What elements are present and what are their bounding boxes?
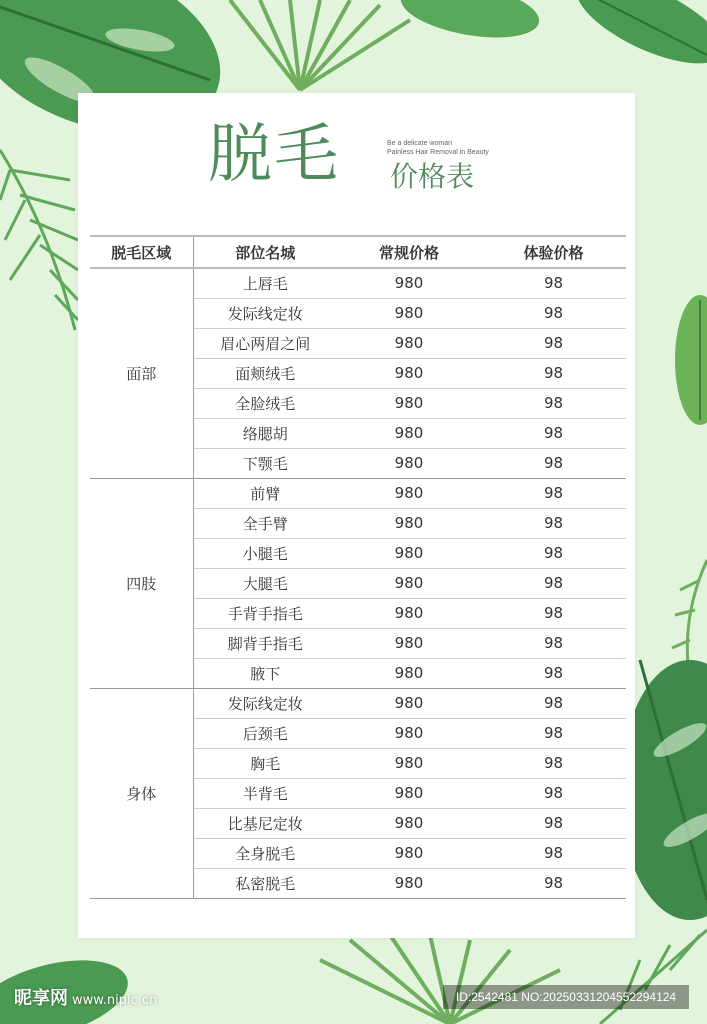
trial-price-cell: 98 (481, 448, 626, 478)
region-cell: 面部 (90, 268, 193, 478)
trial-price-cell: 98 (481, 388, 626, 418)
page-title: 脱毛 (208, 118, 340, 192)
table-header-row (90, 236, 626, 268)
regular-price-cell: 980 (337, 628, 481, 658)
trial-price-cell: 98 (481, 748, 626, 778)
table-row (90, 268, 626, 298)
regular-price-cell: 980 (337, 478, 481, 508)
english-tagline-2: Painless Hair Removal in Beauty (387, 149, 489, 156)
region-cell: 身体 (90, 688, 193, 898)
part-cell: 前臂 (193, 478, 337, 508)
header-regular-price: 常规价格 (337, 236, 481, 268)
part-cell: 腋下 (193, 658, 337, 688)
palm-leaf-bottom-icon (320, 935, 560, 1024)
trial-price-cell: 98 (481, 628, 626, 658)
part-cell: 脚背手指毛 (193, 628, 337, 658)
part-cell: 全手臂 (193, 508, 337, 538)
trial-price-cell: 98 (481, 688, 626, 718)
regular-price-cell: 980 (337, 328, 481, 358)
part-cell: 发际线定妆 (193, 688, 337, 718)
regular-price-cell: 980 (337, 298, 481, 328)
header-part: 部位名城 (193, 236, 337, 268)
trial-price-cell: 98 (481, 298, 626, 328)
part-cell: 眉心两眉之间 (193, 328, 337, 358)
part-cell: 下颚毛 (193, 448, 337, 478)
part-cell: 半背毛 (193, 778, 337, 808)
regular-price-cell: 980 (337, 748, 481, 778)
trial-price-cell: 98 (481, 418, 626, 448)
regular-price-cell: 980 (337, 508, 481, 538)
fern-bottom-right-icon (600, 930, 707, 1024)
trial-price-cell: 98 (481, 808, 626, 838)
palm-leaf-top-icon (230, 0, 410, 90)
trial-price-cell: 98 (481, 268, 626, 298)
region-cell: 四肢 (90, 478, 193, 688)
part-cell: 比基尼定妆 (193, 808, 337, 838)
part-cell: 发际线定妆 (193, 298, 337, 328)
part-cell: 小腿毛 (193, 538, 337, 568)
watermark-id: ID:2542481 NO:20250331204552294124 (443, 985, 689, 1009)
regular-price-cell: 980 (337, 688, 481, 718)
regular-price-cell: 980 (337, 268, 481, 298)
regular-price-cell: 980 (337, 598, 481, 628)
trial-price-cell: 98 (481, 478, 626, 508)
regular-price-cell: 980 (337, 358, 481, 388)
trial-price-cell: 98 (481, 568, 626, 598)
title-block (78, 93, 635, 223)
price-card (78, 93, 635, 938)
part-cell: 胸毛 (193, 748, 337, 778)
part-cell: 后颈毛 (193, 718, 337, 748)
leaf-top-right-icon (397, 0, 707, 81)
regular-price-cell: 980 (337, 568, 481, 598)
regular-price-cell: 980 (337, 418, 481, 448)
trial-price-cell: 98 (481, 538, 626, 568)
regular-price-cell: 980 (337, 388, 481, 418)
trial-price-cell: 98 (481, 508, 626, 538)
regular-price-cell: 980 (337, 718, 481, 748)
part-cell: 上唇毛 (193, 268, 337, 298)
regular-price-cell: 980 (337, 868, 481, 898)
page-subtitle: 价格表 (390, 160, 475, 193)
regular-price-cell: 980 (337, 538, 481, 568)
trial-price-cell: 98 (481, 598, 626, 628)
part-cell: 手背手指毛 (193, 598, 337, 628)
watermark-brand (14, 984, 157, 1010)
table-row (90, 688, 626, 718)
part-cell: 络腮胡 (193, 418, 337, 448)
regular-price-cell: 980 (337, 448, 481, 478)
trial-price-cell: 98 (481, 358, 626, 388)
header-region: 脱毛区域 (90, 236, 193, 268)
english-tagline-1: Be a delicate woman (387, 140, 452, 147)
watermark-site: www.nipic.cn (72, 993, 158, 1008)
regular-price-cell: 980 (337, 778, 481, 808)
fern-left-icon (0, 150, 78, 330)
part-cell: 大腿毛 (193, 568, 337, 598)
trial-price-cell: 98 (481, 778, 626, 808)
part-cell: 全身脱毛 (193, 838, 337, 868)
price-table-body (90, 268, 626, 898)
table-row (90, 478, 626, 508)
trial-price-cell: 98 (481, 838, 626, 868)
part-cell: 面颊绒毛 (193, 358, 337, 388)
trial-price-cell: 98 (481, 658, 626, 688)
leaf-right-middle-icon (675, 295, 707, 425)
watermark-brand-text: 昵享网 (14, 988, 68, 1009)
trial-price-cell: 98 (481, 718, 626, 748)
regular-price-cell: 980 (337, 838, 481, 868)
header-trial-price: 体验价格 (481, 236, 626, 268)
trial-price-cell: 98 (481, 328, 626, 358)
regular-price-cell: 980 (337, 808, 481, 838)
trial-price-cell: 98 (481, 868, 626, 898)
price-table (90, 235, 626, 899)
part-cell: 私密脱毛 (193, 868, 337, 898)
regular-price-cell: 980 (337, 658, 481, 688)
part-cell: 全脸绒毛 (193, 388, 337, 418)
